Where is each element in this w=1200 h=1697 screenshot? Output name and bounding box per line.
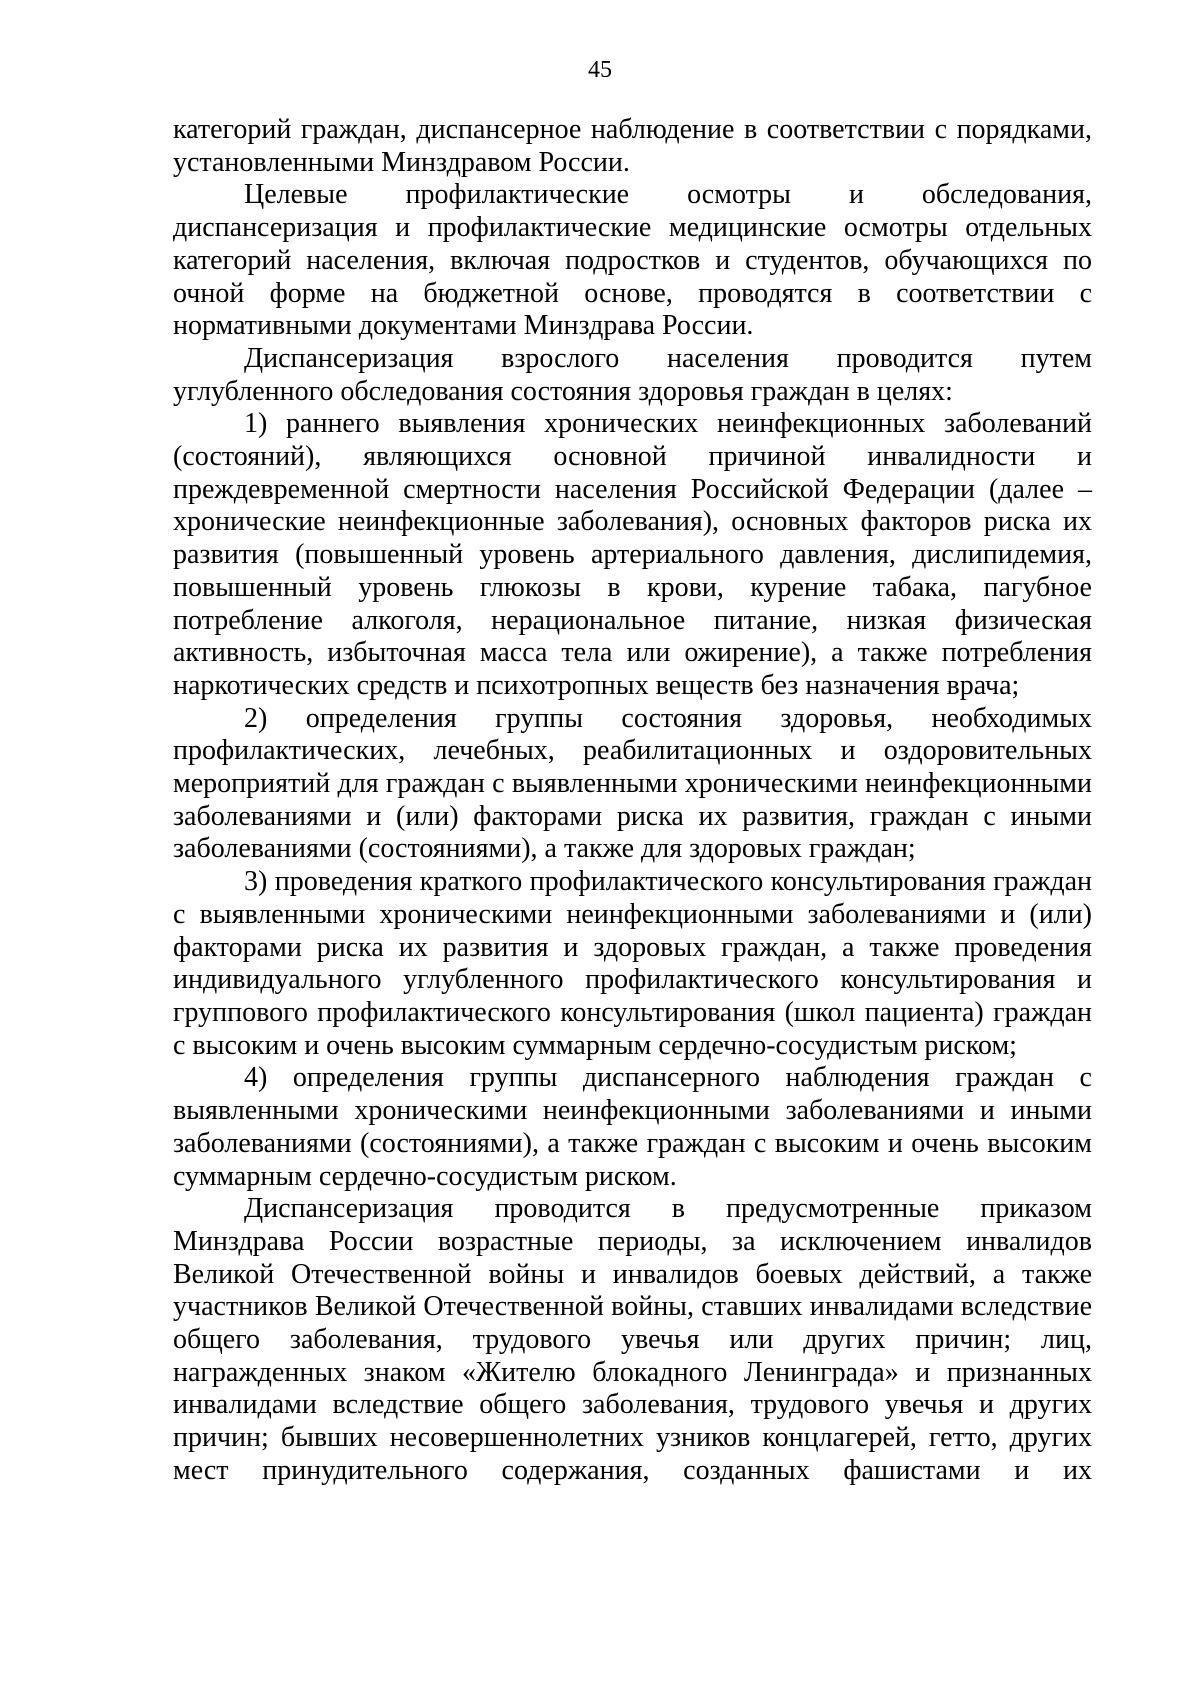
list-item-4: 4) определения группы диспансерного наблюдения граждан с выявленными хроническими неинфекционными заболеваниями и иными заболеваниями (состояниями), а также граждан с высоким и очень высоким суммарным сердечно-сосудистым риском. [173,1062,1092,1192]
paragraph-targeted-checkups: Целевые профилактические осмотры и обследования, диспансеризация и профилактические медицинские осмотры отдельных категорий населения, включая подростков и студентов, обучающихся по очной форме на бюджетной основе, проводятся в соответствии с нормативными документами Минздрава России. [173,179,1092,342]
paragraph-adult-screening: Диспансеризация взрослого населения проводится путем углубленного обследования состояния здоровья граждан в целях: [173,342,1092,407]
paragraph-continuation: категорий граждан, диспансерное наблюдение в соответствии с порядками, установленными Минздравом России. [173,114,1092,178]
list-item-2: 2) определения группы состояния здоровья, необходимых профилактических, лечебных, реабилитационных и оздоровительных мероприятий для граждан с выявленными хроническими неинфекционными заболеваниями и (или) факторами риска их развития, граждан с иными заболеваниями (состояниями), а также для здоровых граждан; [173,702,1092,865]
list-item-3: 3) проведения краткого профилактического консультирования граждан с выявленными хроническими неинфекционными заболеваниями и (или) факторами риска их развития и здоровых граждан, а также проведения индивидуального углубленного профилактического консультирования и группового профилактического консультирования (школ пациента) граждан с высоким и очень высоким суммарным сердечно-сосудистым риском; [173,866,1092,1061]
document-body [173,114,1092,1488]
list-item-1: 1) раннего выявления хронических неинфекционных заболеваний (состояний), являющихся основной причиной инвалидности и преждевременной смертности населения Российской Федерации (далее – хронические неинфекционные заболевания), основных факторов риска их развития (повышенный уровень артериального давления, дислипидемия, повышенный уровень глюкозы в крови, курение табака, пагубное потребление алкоголя, нерациональное питание, низкая физическая активность, избыточная масса тела или ожирение), а также потребления наркотических средств и психотропных веществ без назначения врача; [173,408,1092,701]
paragraph-screening-periods: Диспансеризация проводится в предусмотренные приказом Минздрава России возрастные периоды, за исключением инвалидов Великой Отечественной войны и инвалидов боевых действий, а также участников Великой Отечественной войны, ставших инвалидами вследствие общего заболевания, трудового увечья или других причин; лиц, награжденных знаком «Жителю блокадного Ленинграда» и признанных инвалидами вследствие общего заболевания, трудового увечья и других причин; бывших несовершеннолетних узников концлагерей, гетто, других мест принудительного содержания, созданных фашистами и их [173,1193,1092,1486]
page-number: 45 [588,57,612,83]
